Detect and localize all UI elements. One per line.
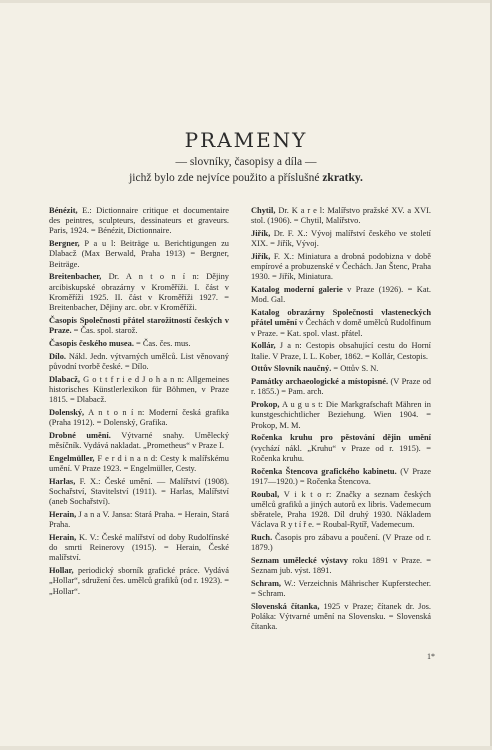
page-number: 1* bbox=[427, 652, 435, 661]
entry-heading: Ročenka kruhu pro pěstování dějin umění bbox=[251, 433, 431, 443]
entry-heading: Jiřík, bbox=[251, 229, 271, 238]
entry-text: Dr. F. X.: Vývoj malířství českého ve století XIX. = Jiřík, Vývoj. bbox=[251, 229, 431, 249]
entry-heading: Ročenka Štencova grafického kabinetu. bbox=[251, 466, 397, 476]
page-title: PRAMENY bbox=[184, 128, 308, 152]
bibliography-entry bbox=[251, 433, 431, 464]
entry-text: F e r d i n a n d: Cesty k malířskému umění. V Praze 1923. = Engelmüller, Cesty. bbox=[49, 453, 229, 474]
entry-text: v Praze (1926). = Kat. Mod. Gal. bbox=[251, 285, 431, 305]
entry-text: J a n a V. Jansa: Stará Praha. = Herain, Stará Praha. bbox=[49, 510, 229, 530]
entry-text: A u g u s t: Die Markgrafschaft Mähren in kunstgeschichtlicher Beziehung. Wien 1904. = Prokop, M. M. bbox=[251, 400, 431, 430]
bibliography-entry bbox=[49, 352, 229, 372]
subtitle-2-text: jichž bylo zde nejvíce použito a příslušné bbox=[129, 172, 323, 184]
bibliography-entry bbox=[49, 408, 229, 428]
entry-heading: Hollar, bbox=[49, 566, 74, 576]
bibliography-entry bbox=[49, 477, 229, 508]
entry-heading: Harlas, bbox=[49, 476, 76, 486]
entry-text: Dr. A n t o n í n: Dějiny arcibiskupské obrazárny v Kroměříži. I. část v Kroměříži 1925. II. část v Kroměříži 1927. = Breitenbacher, Dějiny arc. obr. v Kroměříži. bbox=[49, 272, 229, 313]
bibliography-entry bbox=[251, 252, 431, 283]
bibliography-entry bbox=[251, 341, 431, 361]
subtitle-2-bold: zkratky. bbox=[322, 172, 363, 184]
entry-heading: Dlabacž, bbox=[49, 374, 80, 384]
bibliography-entry bbox=[251, 308, 431, 339]
entry-text: periodický sborník grafické práce. Vydává „Hollar“, sdružení čes. umělců grafiků (od r. 1923). = „Hollar“. bbox=[49, 566, 229, 596]
entry-heading: Bénézit, bbox=[49, 206, 78, 215]
entry-heading: Herain, bbox=[49, 533, 77, 543]
bibliography-entry bbox=[251, 533, 431, 553]
bibliography-entry bbox=[251, 229, 431, 249]
bibliography-entry bbox=[251, 400, 431, 431]
entry-heading: Engelmüller, bbox=[49, 453, 95, 463]
entry-heading: Drobné umění. bbox=[49, 430, 111, 440]
entry-text: Výtvarné snahy. Umělecký měsíčník. Vydává nakladat. „Prometheus“ v Praze I. bbox=[49, 430, 230, 451]
entry-text: roku 1891 v Praze. = Seznam jub. výst. 1891. bbox=[251, 556, 431, 576]
bibliography-entry bbox=[49, 454, 229, 474]
entry-heading: Dolenský, bbox=[49, 407, 85, 417]
entry-text: (V Praze od r. 1855.) = Pam. arch. bbox=[251, 377, 431, 397]
entry-heading: Časopis Společnosti přátel starožitností českých v Praze. bbox=[49, 315, 229, 336]
right-column bbox=[251, 206, 431, 635]
entry-text: v Čechách v domě umělců Rudolfinum v Praze. = Kat. spol. vlast. přátel. bbox=[251, 318, 431, 338]
bibliography-entry bbox=[251, 206, 431, 226]
entry-heading: Slovenská čítanka, bbox=[251, 602, 320, 612]
entry-heading: Ottův Slovník naučný. bbox=[251, 364, 332, 374]
entry-text: P a u l: Beiträge u. Berichtigungen zu Dlabacž (Max Berwald, Praha 1913) = Bergner, Beiträge. bbox=[49, 239, 229, 269]
entry-text: K. V.: České malířství od doby Rudolfínské do smrti Reinerovy (1915). = Herain, České malířství. bbox=[49, 533, 229, 563]
entry-text: Časopis pro zábavu a poučení. (V Praze od r. 1879.) bbox=[251, 533, 431, 553]
page-subtitle: — slovníky, časopisy a díla — bbox=[175, 156, 317, 168]
entry-heading: Chytil, bbox=[251, 206, 276, 215]
entry-text: = Čas. spol. starož. bbox=[71, 326, 138, 336]
entry-text: E.: Dictionnaire critique et documentaire des peintres, sculpteurs, dessinateurs et graveurs. Paris, 1924. = Bénézit, Dictionnaire. bbox=[49, 206, 229, 236]
bibliography-entry bbox=[49, 239, 229, 270]
bibliography-entry bbox=[251, 490, 431, 531]
bibliography-entry bbox=[49, 431, 229, 451]
entry-text: (vychází nákl. „Kruhu“ v Praze od r. 1915). = Ročenka kruhu. bbox=[251, 443, 431, 463]
entry-text: F. X.: Miniatura a drobná podobizna v době empírové a probuzenské v Čechách. Jan Štenc, Praha 1930. = Jiřík, Miniatura. bbox=[251, 252, 431, 282]
entry-heading: Roubal, bbox=[251, 489, 280, 499]
entry-heading: Bergner, bbox=[49, 239, 80, 249]
page-subtitle-2 bbox=[0, 172, 492, 184]
entry-text: J a n: Cestopis obsahující cestu do Horní Italie. V Praze, I. L. Kober, 1862. = Kollár, Cestopis. bbox=[251, 341, 431, 361]
entry-heading: Časopis českého musea. bbox=[49, 338, 134, 348]
entry-heading: Jiřík, bbox=[251, 252, 271, 261]
page-bottom-edge bbox=[0, 746, 492, 750]
entry-text: Dr. K a r e l: Malířstvo pražské XV. a XVI. stol. (1906). = Chytil, Malířstvo. bbox=[251, 206, 431, 226]
entry-text: Nákl. Jedn. výtvarných umělců. List věnovaný původní tvorbě české. = Dílo. bbox=[49, 351, 229, 371]
entry-heading: Dílo. bbox=[49, 351, 66, 361]
entry-text: V i k t o r: Značky a seznam českých umělců grafiků a jiných autorů ex libris. Vademecum sběratele, Praha 1928. Díl druhý 1930. Nákladem Václava R y t í ř e. = Roubal-Rytíř, Vademecum. bbox=[251, 489, 431, 530]
bibliography-entry bbox=[49, 566, 229, 597]
entry-text: = Čas. čes. mus. bbox=[133, 338, 191, 348]
bibliography-entry bbox=[251, 377, 431, 397]
entry-heading: Prokop, bbox=[251, 400, 280, 410]
entry-heading: Ruch. bbox=[251, 533, 273, 543]
bibliography-entry bbox=[49, 272, 229, 313]
entry-heading: Památky archaeologické a místopisné. bbox=[251, 377, 389, 387]
page-top-edge bbox=[0, 0, 492, 3]
bibliography-entry bbox=[49, 510, 229, 530]
bibliography-entry bbox=[251, 579, 431, 599]
entry-heading: Katalog moderní galerie bbox=[251, 285, 343, 295]
entry-text: (V Praze 1917—1920.) = Ročenka Štencova. bbox=[251, 466, 431, 486]
left-column bbox=[49, 206, 229, 599]
entry-heading: Schram, bbox=[251, 579, 282, 589]
entry-heading: Kollár, bbox=[251, 341, 276, 351]
entry-text: = Ottův S. N. bbox=[331, 364, 379, 374]
entry-text: W.: Verzeichnis Mährischer Kupferstecher. = Schram. bbox=[251, 579, 431, 599]
entry-heading: Seznam umělecké výstavy bbox=[251, 556, 348, 566]
bibliography-entry bbox=[251, 285, 431, 305]
bibliography-entry bbox=[49, 339, 229, 349]
bibliography-entry bbox=[251, 602, 431, 633]
entry-text: G o t t f r i e d J o h a n n: Allgemeines historisches Künstlerlexikon für Böhmen, v Praze 1815. = Dlabacž. bbox=[49, 374, 229, 405]
bibliography-entry bbox=[251, 556, 431, 576]
entry-text: 1925 v Praze; čítanek dr. Jos. Poláka: Výtvarné umění na Slovensku. = Slovenská čítanka. bbox=[251, 602, 431, 632]
entry-heading: Breitenbacher, bbox=[49, 272, 102, 282]
bibliography-entry bbox=[251, 364, 431, 374]
bibliography-entry bbox=[49, 375, 229, 406]
entry-text: A n t o n í n: Moderní česká grafika (Praha 1912). = Dolenský, Grafika. bbox=[49, 407, 229, 428]
bibliography-entry bbox=[49, 533, 229, 564]
entry-heading: Katalog obrazárny Společnosti vlasteneckých přátel umění bbox=[251, 308, 431, 328]
bibliography-entry bbox=[49, 206, 229, 237]
entry-heading: Herain, bbox=[49, 510, 77, 520]
entry-text: F. X.: České umění. — Malířství (1908). Sochařství, Stavitelství (1911). = Harlas, Malířství (aneb Sochařství). bbox=[49, 476, 229, 507]
bibliography-entry bbox=[251, 467, 431, 487]
bibliography-entry bbox=[49, 316, 229, 336]
